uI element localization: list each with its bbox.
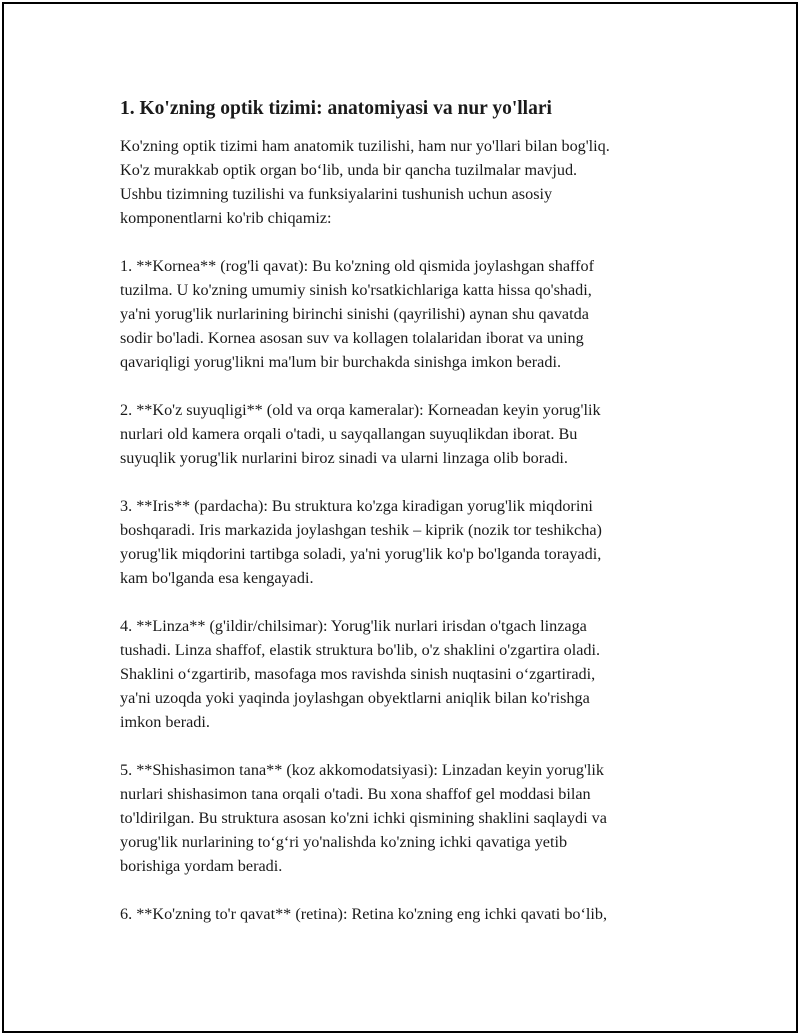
paragraph (120, 494, 700, 590)
page-title: 1. Ko'zning optik tizimi: anatomiyasi va nur yo'llari (120, 98, 552, 119)
paragraph-line: kam bo'lganda esa kengayadi. (120, 569, 314, 587)
paragraph-line: to'ldirilgan. Bu struktura asosan ko'zni ichki qismining shaklini saqlaydi va (120, 809, 607, 827)
paragraph-line: Ko'z murakkab optik organ bo‘lib, unda bir qancha tuzilmalar mavjud. (120, 161, 578, 179)
paragraph-line: 3. **Iris** (pardacha): Bu struktura ko'zga kiradigan yorug'lik miqdorini (120, 497, 593, 515)
paragraph-line: sodir bo'ladi. Kornea asosan suv va kollagen tolalaridan iborat va uning (120, 329, 584, 347)
paragraph (120, 134, 700, 230)
paragraph (120, 614, 700, 734)
document-page (2, 2, 798, 1033)
paragraph-line: 5. **Shishasimon tana** (koz akkomodatsiyasi): Linzadan keyin yorug'lik (120, 761, 604, 779)
paragraph-line: Ko'zning optik tizimi ham anatomik tuzilishi, ham nur yo'llari bilan bog'liq. (120, 137, 610, 155)
paragraph (120, 398, 700, 470)
paragraph-line: boshqaradi. Iris markazida joylashgan teshik – kiprik (nozik tor teshikcha) (120, 521, 602, 539)
paragraph-line: yorug'lik nurlarining to‘g‘ri yo'nalishda ko'zning ichki qavatiga yetib (120, 833, 568, 851)
paragraph (120, 902, 700, 926)
paragraph-line: borishiga yordam beradi. (120, 857, 283, 875)
paragraph-line: 2. **Ko'z suyuqligi** (old va orqa kameralar): Korneadan keyin yorug'lik (120, 401, 601, 419)
paragraph (120, 758, 700, 878)
paragraph-list (120, 134, 700, 926)
paragraph-line: 1. **Kornea** (rog'li qavat): Bu ko'zning old qismida joylashgan shaffof (120, 257, 594, 275)
paragraph-line: nurlari old kamera orqali o'tadi, u sayqallangan suyuqlikdan iborat. Bu (120, 425, 578, 443)
paragraph-line: 4. **Linza** (g'ildir/chilsimar): Yorug'lik nurlari irisdan o'tgach linzaga (120, 617, 587, 635)
paragraph-line: Shaklini o‘zgartirib, masofaga mos ravishda sinish nuqtasini o‘zgartiradi, (120, 665, 596, 683)
paragraph-line: Ushbu tizimning tuzilishi va funksiyalarini tushunish uchun asosiy (120, 185, 553, 203)
paragraph-line: ya'ni yorug'lik nurlarining birinchi sinishi (qayrilishi) aynan shu qavatda (120, 305, 589, 323)
paragraph-line: 6. **Ko'zning to'r qavat** (retina): Retina ko'zning eng ichki qavati bo‘lib, (120, 905, 608, 923)
document-content (120, 96, 700, 950)
paragraph-line: imkon beradi. (120, 713, 210, 731)
paragraph-line: suyuqlik yorug'lik nurlarini biroz sinadi va ularni linzaga olib boradi. (120, 449, 568, 467)
paragraph-line: tuzilma. U ko'zning umumiy sinish ko'rsatkichlariga katta hissa qo'shadi, (120, 281, 592, 299)
paragraph-line: komponentlarni ko'rib chiqamiz: (120, 209, 332, 227)
paragraph (120, 254, 700, 374)
paragraph-line: nurlari shishasimon tana orqali o'tadi. Bu xona shaffof gel moddasi bilan (120, 785, 591, 803)
paragraph-line: yorug'lik miqdorini tartibga soladi, ya'ni yorug'lik ko'p bo'lganda torayadi, (120, 545, 602, 563)
paragraph-line: ya'ni uzoqda yoki yaqinda joylashgan obyektlarni aniqlik bilan ko'rishga (120, 689, 590, 707)
paragraph-line: qavariqligi yorug'likni ma'lum bir burchakda sinishga imkon beradi. (120, 353, 562, 371)
paragraph-line: tushadi. Linza shaffof, elastik struktura bo'lib, o'z shaklini o'zgartira oladi. (120, 641, 601, 659)
